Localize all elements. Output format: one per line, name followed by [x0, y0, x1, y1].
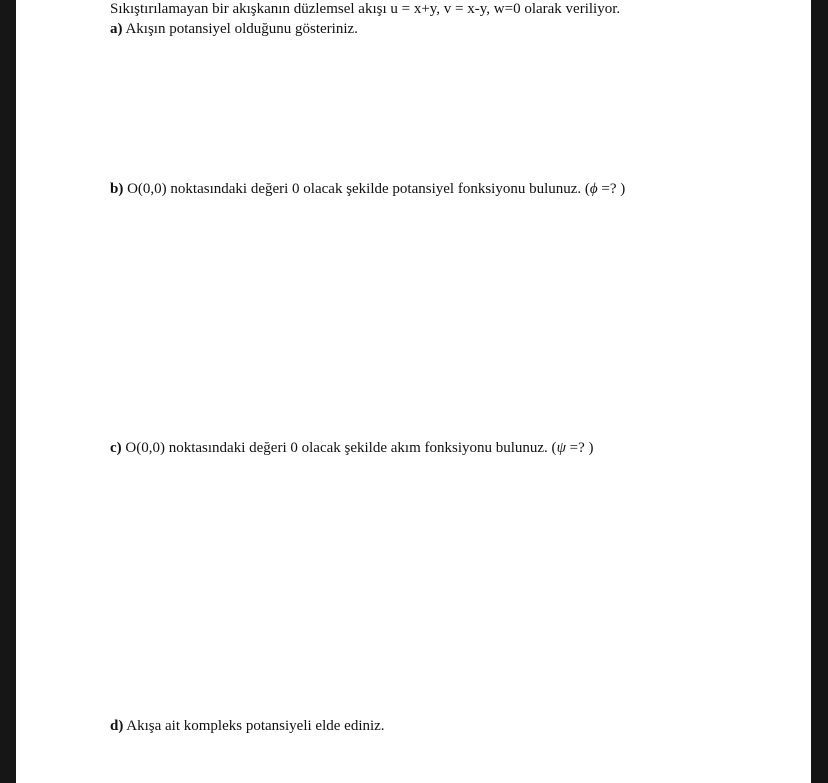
question-c-label: c)	[110, 440, 122, 456]
question-c-text: O(0,0) noktasındaki değeri 0 olacak şekilde akım fonksiyonu bulunuz. (	[125, 440, 557, 456]
question-b-label: b)	[110, 181, 124, 197]
left-dark-border	[0, 0, 16, 783]
phi-symbol: ϕ	[589, 181, 598, 197]
question-a-text: Akışın potansiyel olduğunu gösteriniz.	[125, 21, 358, 37]
document-page	[16, 0, 811, 783]
question-c	[110, 439, 594, 457]
problem-statement: Sıkıştırılamayan bir akışkanın düzlemsel akışı u = x+y, v = x-y, w=0 olarak veriliyor.	[110, 1, 621, 17]
question-c-tail: =? )	[565, 440, 594, 456]
question-d-label: d)	[110, 718, 124, 734]
psi-symbol: ψ	[556, 440, 566, 456]
question-d-text: Akışa ait kompleks potansiyeli elde ediniz.	[126, 718, 385, 734]
right-dark-border	[811, 0, 828, 783]
question-b-tail: =? )	[597, 181, 626, 197]
question-d	[110, 717, 385, 735]
question-b	[110, 180, 625, 198]
question-a-label: a)	[110, 21, 123, 37]
question-a	[110, 20, 358, 38]
question-b-text: O(0,0) noktasındaki değeri 0 olacak şekilde potansiyel fonksiyonu bulunuz. (	[127, 181, 590, 197]
